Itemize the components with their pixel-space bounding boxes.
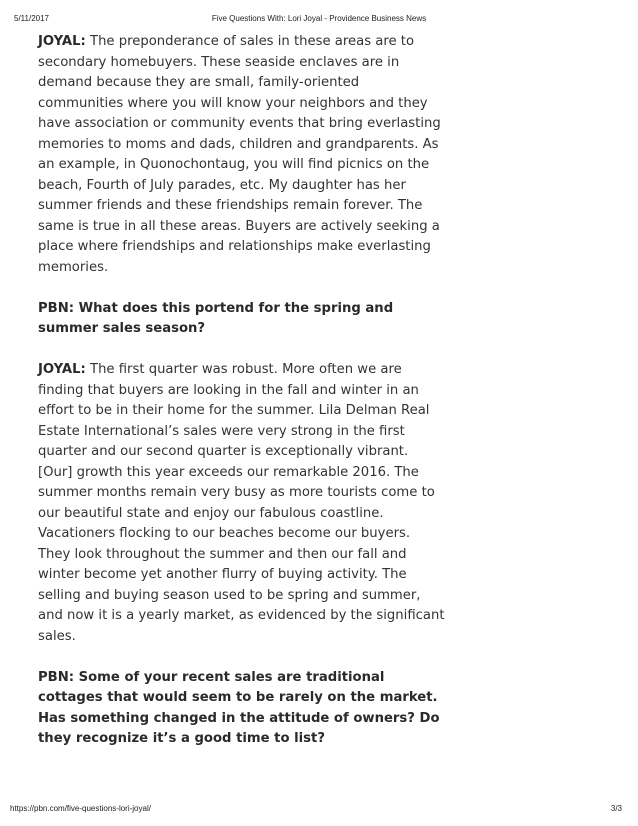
question-2: PBN: Some of your recent sales are traditional cottages that would seem to be rarely on the market. Has something changed in the attitude of owners? Do they recognize it’s a good time to list? — [38, 669, 440, 746]
answer-text: The preponderance of sales in these areas are to secondary homebuyers. These seaside enclaves are in demand because they are small, family-oriented communities where you will know your neighbors and they have association or community events that bring everlasting memories to moms and dads, children and grandparents. As an example, in Quonochontaug, you will find picnics on the beach, Fourth of July parades, etc. My daughter has her summer friends and these friendships remain forever. The same is true in all these areas. Buyers are actively seeking a place where friendships and relationships make everlasting memories. — [38, 34, 441, 275]
answer-text: The first quarter was robust. More often we are finding that buyers are looking in the fall and winter in an effort to be in their home for the summer. Lila Delman Real Estate International’s sales were very strong in the first quarter and our second quarter is exceptionally vibrant. [Our] growth this year exceeds our remarkable 2016. The summer months remain very busy as more tourists come to our beautiful state and enjoy our fabulous coastline. Vacationers flocking to our beaches become our buyers. They look throughout the summer and then our fall and winter become yet another flurry of buying activity. The selling and buying season used to be spring and summer, and now it is a yearly market, as evidenced by the significant sales. — [38, 362, 445, 644]
question-1: PBN: What does this portend for the spring and summer sales season? — [38, 300, 394, 336]
print-footer — [10, 804, 622, 816]
speaker-label: JOYAL: — [38, 362, 86, 377]
answer-paragraph-2 — [38, 360, 446, 647]
print-page-title: Five Questions With: Lori Joyal - Providence Business News — [211, 14, 427, 23]
article-body — [38, 32, 446, 770]
answer-paragraph-1 — [38, 32, 446, 278]
print-date: 5/11/2017 — [14, 14, 49, 23]
print-url: https://pbn.com/five-questions-lori-joyal/ — [10, 804, 151, 813]
speaker-label: JOYAL: — [38, 34, 86, 49]
page-number: 3/3 — [610, 804, 622, 813]
print-header — [14, 14, 624, 26]
